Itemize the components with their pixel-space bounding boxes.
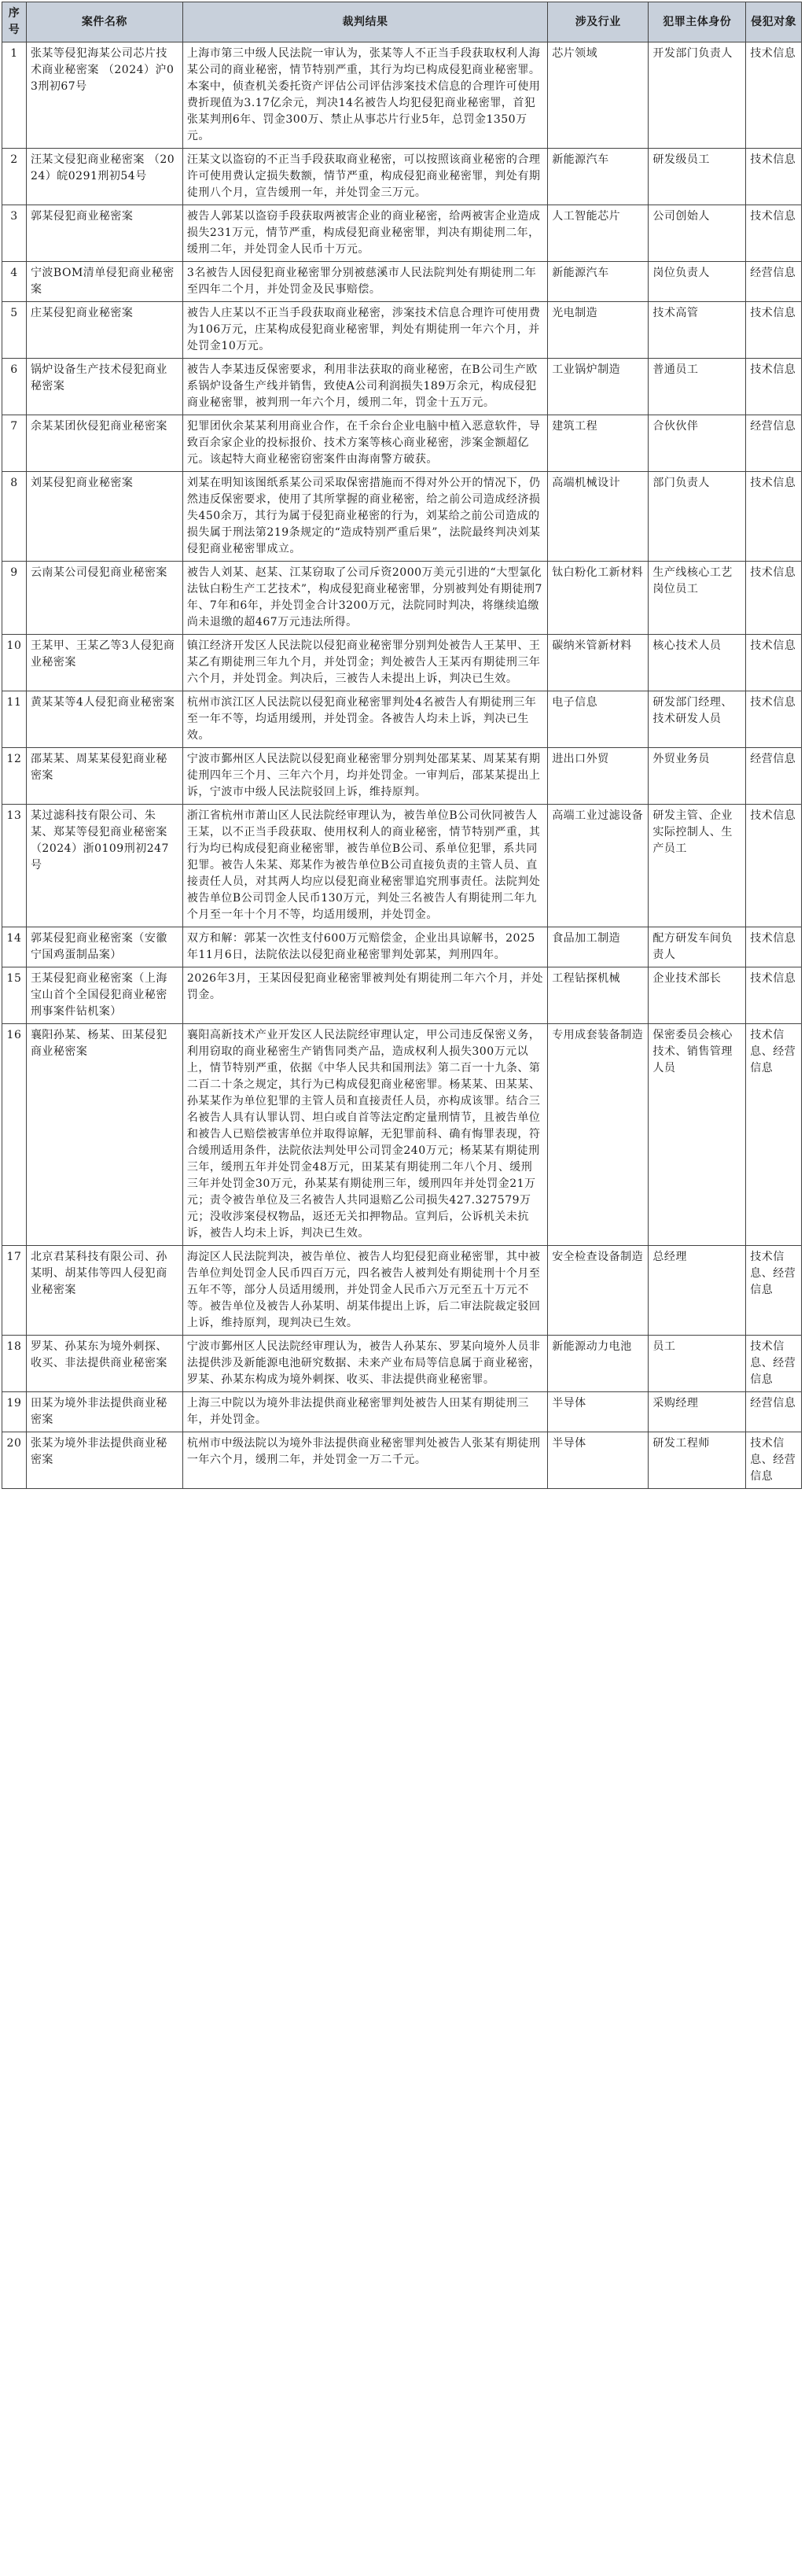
cell-infringed-object: 技术信息 bbox=[746, 805, 802, 927]
cell-infringed-object: 技术信息 bbox=[746, 302, 802, 359]
header-industry: 涉及行业 bbox=[548, 2, 649, 42]
cell-verdict: 海淀区人民法院判决，被告单位、被告人均犯侵犯商业秘密罪，其中被告单位判处罚金人民币四百万元，四名被告人被判处有期徒刑十个月至五年不等，部分人员适用缓刑，并处罚金人民币六万元至五十万元不等。被告单位及被告人孙某明、胡某伟提出上诉，后二审法院裁定驳回上诉，维持原判，现判决已生效。 bbox=[182, 1246, 547, 1336]
cell-verdict: 汪某文以盗窃的不正当手段获取商业秘密，可以按照该商业秘密的合理许可使用费认定损失数额，情节严重，构成侵犯商业秘密罪，判处有期徒刑八个月，宣告缓刑一年，并处罚金三万元。 bbox=[182, 149, 547, 205]
cell-idx: 5 bbox=[2, 302, 27, 359]
cell-offender-role: 合伙伙伴 bbox=[649, 415, 746, 472]
table-row bbox=[2, 1246, 802, 1336]
cell-idx: 8 bbox=[2, 472, 27, 562]
cell-industry: 专用成套装备制造 bbox=[548, 1024, 649, 1246]
cell-offender-role: 岗位负责人 bbox=[649, 262, 746, 302]
cell-infringed-object: 技术信息 bbox=[746, 927, 802, 967]
table-row bbox=[2, 927, 802, 967]
cell-industry: 半导体 bbox=[548, 1392, 649, 1432]
cell-industry: 工程钻探机械 bbox=[548, 967, 649, 1024]
cell-infringed-object: 技术信息 bbox=[746, 205, 802, 262]
cell-infringed-object: 技术信息 bbox=[746, 635, 802, 691]
table-row bbox=[2, 805, 802, 927]
cell-idx: 18 bbox=[2, 1336, 27, 1392]
cell-idx: 19 bbox=[2, 1392, 27, 1432]
cell-offender-role: 开发部门负责人 bbox=[649, 42, 746, 149]
table-header bbox=[2, 2, 802, 42]
cell-verdict: 杭州市中级法院以为境外非法提供商业秘密罪判处被告人张某有期徒刑一年六个月，缓刑二年，并处罚金一万二千元。 bbox=[182, 1432, 547, 1489]
cell-case-name: 庄某侵犯商业秘密案 bbox=[26, 302, 182, 359]
table-row bbox=[2, 1432, 802, 1489]
cell-offender-role: 外贸业务员 bbox=[649, 748, 746, 805]
cell-industry: 安全检查设备制造 bbox=[548, 1246, 649, 1336]
cell-infringed-object: 技术信息 bbox=[746, 149, 802, 205]
cell-idx: 12 bbox=[2, 748, 27, 805]
cell-industry: 人工智能芯片 bbox=[548, 205, 649, 262]
cell-offender-role: 普通员工 bbox=[649, 359, 746, 415]
cell-infringed-object: 技术信息 bbox=[746, 359, 802, 415]
cell-infringed-object: 技术信息 bbox=[746, 967, 802, 1024]
cell-infringed-object: 经营信息 bbox=[746, 1392, 802, 1432]
cell-industry: 光电制造 bbox=[548, 302, 649, 359]
cell-case-name: 黄某某等4人侵犯商业秘密案 bbox=[26, 691, 182, 748]
cell-industry: 芯片领域 bbox=[548, 42, 649, 149]
table-row bbox=[2, 967, 802, 1024]
cell-verdict: 宁波市鄞州区人民法院以侵犯商业秘密罪分别判处邵某某、周某某有期徒刑四年三个月、三年六个月，均并处罚金。一审判后，邵某某提出上诉，宁波市中级人民法院驳回上诉，维持原判。 bbox=[182, 748, 547, 805]
cell-infringed-object: 经营信息 bbox=[746, 262, 802, 302]
table-row bbox=[2, 42, 802, 149]
cell-offender-role: 研发工程师 bbox=[649, 1432, 746, 1489]
cell-infringed-object: 技术信息 bbox=[746, 562, 802, 635]
cell-verdict: 3名被告人因侵犯商业秘密罪分别被慈溪市人民法院判处有期徒刑二年至四年二个月，并处罚金及民事赔偿。 bbox=[182, 262, 547, 302]
cell-infringed-object: 技术信息、经营信息 bbox=[746, 1432, 802, 1489]
case-table bbox=[2, 2, 802, 1489]
cell-offender-role: 采购经理 bbox=[649, 1392, 746, 1432]
cell-case-name: 田某为境外非法提供商业秘密案 bbox=[26, 1392, 182, 1432]
cell-case-name: 郭某侵犯商业秘密案 bbox=[26, 205, 182, 262]
cell-case-name: 云南某公司侵犯商业秘密案 bbox=[26, 562, 182, 635]
cell-idx: 11 bbox=[2, 691, 27, 748]
cell-offender-role: 配方研发车间负责人 bbox=[649, 927, 746, 967]
cell-verdict: 镇江经济开发区人民法院以侵犯商业秘密罪分别判处被告人王某甲、王某乙有期徒刑三年九个月，并处罚金；判处被告人王某丙有期徒刑三年六个月，并处罚金。判决后，三被告人未提出上诉，判决已生效。 bbox=[182, 635, 547, 691]
cell-idx: 20 bbox=[2, 1432, 27, 1489]
cell-case-name: 张某等侵犯海某公司芯片技术商业秘密案 （2024）沪03刑初67号 bbox=[26, 42, 182, 149]
table-row bbox=[2, 562, 802, 635]
cell-offender-role: 生产线核心工艺岗位员工 bbox=[649, 562, 746, 635]
cell-idx: 3 bbox=[2, 205, 27, 262]
cell-idx: 16 bbox=[2, 1024, 27, 1246]
table-row bbox=[2, 1336, 802, 1392]
cell-offender-role: 技术高管 bbox=[649, 302, 746, 359]
cell-offender-role: 员工 bbox=[649, 1336, 746, 1392]
cell-case-name: 郭某侵犯商业秘密案（安徽宁国鸡蛋制品案） bbox=[26, 927, 182, 967]
cell-verdict: 被告人庄某以不正当手段获取商业秘密，涉案技术信息合理许可使用费为106万元，庄某构成侵犯商业秘密罪，判处有期徒刑一年六个月，并处罚金10万元。 bbox=[182, 302, 547, 359]
cell-offender-role: 部门负责人 bbox=[649, 472, 746, 562]
cell-verdict: 2026年3月，王某因侵犯商业秘密罪被判处有期徒刑二年六个月，并处罚金。 bbox=[182, 967, 547, 1024]
cell-offender-role: 保密委员会核心技术、销售管理人员 bbox=[649, 1024, 746, 1246]
cell-idx: 10 bbox=[2, 635, 27, 691]
cell-verdict: 犯罪团伙余某某利用商业合作，在千余台企业电脑中植入恶意软件，导致百余家企业的投标报价、技术方案等核心商业秘密，涉案金额超亿元。该起特大商业秘密窃密案件由海南警方破获。 bbox=[182, 415, 547, 472]
header-row bbox=[2, 2, 802, 42]
cell-infringed-object: 经营信息 bbox=[746, 415, 802, 472]
cell-idx: 15 bbox=[2, 967, 27, 1024]
table-row bbox=[2, 472, 802, 562]
cell-industry: 高端机械设计 bbox=[548, 472, 649, 562]
cell-verdict: 双方和解：郭某一次性支付600万元赔偿金，企业出具谅解书，2025年11月6日，法院依法以侵犯商业秘密罪判处郭某，判刑四年。 bbox=[182, 927, 547, 967]
case-table-sheet bbox=[2, 2, 802, 1489]
cell-industry: 工业锅炉制造 bbox=[548, 359, 649, 415]
cell-idx: 9 bbox=[2, 562, 27, 635]
header-offender-role: 犯罪主体身份 bbox=[649, 2, 746, 42]
cell-case-name: 张某为境外非法提供商业秘密案 bbox=[26, 1432, 182, 1489]
cell-case-name: 锅炉设备生产技术侵犯商业秘密案 bbox=[26, 359, 182, 415]
cell-case-name: 罗某、孙某东为境外刺探、收买、非法提供商业秘密案 bbox=[26, 1336, 182, 1392]
cell-case-name: 宁波BOM清单侵犯商业秘密案 bbox=[26, 262, 182, 302]
cell-case-name: 汪某文侵犯商业秘密案 （2024）皖0291刑初54号 bbox=[26, 149, 182, 205]
table-body bbox=[2, 42, 802, 1489]
table-row bbox=[2, 205, 802, 262]
table-row bbox=[2, 359, 802, 415]
cell-offender-role: 研发主管、企业实际控制人、生产员工 bbox=[649, 805, 746, 927]
cell-industry: 食品加工制造 bbox=[548, 927, 649, 967]
cell-infringed-object: 技术信息、经营信息 bbox=[746, 1246, 802, 1336]
cell-verdict: 刘某在明知该图纸系某公司采取保密措施而不得对外公开的情况下，仍然违反保密要求，使用了其所掌握的商业秘密，给之前公司造成经济损失450余万，其行为属于侵犯商业秘密的行为，刘某给之前公司造成的损失属于刑法第219条规定的“造成特别严重后果”，法院最终判决刘某侵犯商业秘密罪成立。 bbox=[182, 472, 547, 562]
cell-industry: 新能源动力电池 bbox=[548, 1336, 649, 1392]
cell-infringed-object: 技术信息 bbox=[746, 691, 802, 748]
table-row bbox=[2, 1392, 802, 1432]
cell-verdict: 襄阳高新技术产业开发区人民法院经审理认定，甲公司违反保密义务，利用窃取的商业秘密生产销售同类产品，造成权利人损失300万元以上，情节特别严重，依据《中华人民共和国刑法》第二百一十九条、第二百二十条之规定，其行为已构成侵犯商业秘密罪。杨某某、田某某、孙某某作为单位犯罪的主管人员和直接责任人员，亦构成该罪。结合三名被告人具有认罪认罚、坦白或自首等法定酌定量刑情节，且被告单位和被告人已赔偿被害单位并取得谅解，无犯罪前科、确有悔罪表现，符合缓刑适用条件，法院依法判处甲公司罚金240万元；杨某某有期徒刑三年，缓刑五年并处罚金48万元，田某某有期徒刑二年八个月、缓刑三年并处罚金30万元，孙某某有期徒刑三年，缓刑四年并处罚金21万元；责令被告单位及三名被告人共同退赔乙公司损失427.327579万元；没收涉案侵权物品，返还无关扣押物品。宣判后，公诉机关未抗诉，被告人均未上诉，判决已生效。 bbox=[182, 1024, 547, 1246]
cell-verdict: 上海市第三中级人民法院一审认为，张某等人不正当手段获取权利人海某公司的商业秘密，情节特别严重，其行为均已构成侵犯商业秘密罪。本案中，侦查机关委托资产评估公司评估涉案技术信息的合理许可使用费折现值为3.17亿余元，判决14名被告人均犯侵犯商业秘密罪，首犯张某判刑6年、罚金300万、禁止从事芯片行业5年，总罚金1350万元。 bbox=[182, 42, 547, 149]
cell-idx: 4 bbox=[2, 262, 27, 302]
cell-case-name: 王某甲、王某乙等3人侵犯商业秘密案 bbox=[26, 635, 182, 691]
cell-idx: 14 bbox=[2, 927, 27, 967]
cell-idx: 6 bbox=[2, 359, 27, 415]
header-verdict: 裁判结果 bbox=[182, 2, 547, 42]
header-idx: 序号 bbox=[2, 2, 27, 42]
table-row bbox=[2, 262, 802, 302]
cell-offender-role: 总经理 bbox=[649, 1246, 746, 1336]
cell-verdict: 被告人刘某、赵某、江某窃取了公司斥资2000万美元引进的“大型氯化法钛白粉生产工艺技术”，构成侵犯商业秘密罪，分别被判处有期徒刑7年、7年和6年，并处罚金合计3200万元，法院同时判决，将继续追缴尚未退缴的超467万元违法所得。 bbox=[182, 562, 547, 635]
table-row bbox=[2, 635, 802, 691]
cell-idx: 2 bbox=[2, 149, 27, 205]
cell-idx: 1 bbox=[2, 42, 27, 149]
cell-industry: 半导体 bbox=[548, 1432, 649, 1489]
table-row bbox=[2, 691, 802, 748]
cell-offender-role: 核心技术人员 bbox=[649, 635, 746, 691]
cell-case-name: 北京君某科技有限公司、孙某明、胡某伟等四人侵犯商业秘密案 bbox=[26, 1246, 182, 1336]
cell-offender-role: 企业技术部长 bbox=[649, 967, 746, 1024]
cell-offender-role: 研发级员工 bbox=[649, 149, 746, 205]
cell-case-name: 襄阳孙某、杨某、田某侵犯商业秘密案 bbox=[26, 1024, 182, 1246]
cell-verdict: 浙江省杭州市萧山区人民法院经审理认为，被告单位B公司伙同被告人王某，以不正当手段获取、使用权利人的商业秘密，情节特别严重，其行为均已构成侵犯商业秘密罪，被告单位B公司、系单位犯罪，系共同犯罪。被告人朱某、郑某作为被告单位B公司直接负责的主管人员、直接责任人员，对其两人均应以侵犯商业秘密罪追究刑事责任。法院判处被告单位B公司罚金人民币130万元，判处三名被告人有期徒刑二年九个月至一年十个月不等，均适用缓刑，并处罚金。 bbox=[182, 805, 547, 927]
header-case-name: 案件名称 bbox=[26, 2, 182, 42]
cell-industry: 新能源汽车 bbox=[548, 149, 649, 205]
cell-industry: 碳纳米管新材料 bbox=[548, 635, 649, 691]
cell-industry: 进出口外贸 bbox=[548, 748, 649, 805]
cell-infringed-object: 技术信息 bbox=[746, 42, 802, 149]
cell-verdict: 上海三中院以为境外非法提供商业秘密罪判处被告人田某有期徒刑三年，并处罚金。 bbox=[182, 1392, 547, 1432]
table-row bbox=[2, 302, 802, 359]
cell-verdict: 宁波市鄞州区人民法院经审理认为，被告人孙某东、罗某向境外人员非法提供涉及新能源电池研究数据、未来产业布局等信息属于商业秘密，罗某、孙某东构成为境外刺探、收买、非法提供商业秘密罪。 bbox=[182, 1336, 547, 1392]
cell-infringed-object: 技术信息、经营信息 bbox=[746, 1336, 802, 1392]
cell-case-name: 邵某某、周某某侵犯商业秘密案 bbox=[26, 748, 182, 805]
cell-industry: 高端工业过滤设备 bbox=[548, 805, 649, 927]
cell-idx: 13 bbox=[2, 805, 27, 927]
cell-idx: 17 bbox=[2, 1246, 27, 1336]
cell-industry: 钛白粉化工新材料 bbox=[548, 562, 649, 635]
cell-infringed-object: 技术信息 bbox=[746, 472, 802, 562]
cell-offender-role: 研发部门经理、技术研发人员 bbox=[649, 691, 746, 748]
cell-verdict: 被告人李某违反保密要求，利用非法获取的商业秘密，在B公司生产欧系锅炉设备生产线并销售，致使A公司利润损失189万余元，构成侵犯商业秘密罪，被判刑一年六个月，缓刑二年，罚金十五万元。 bbox=[182, 359, 547, 415]
cell-infringed-object: 经营信息 bbox=[746, 748, 802, 805]
cell-case-name: 刘某侵犯商业秘密案 bbox=[26, 472, 182, 562]
cell-industry: 电子信息 bbox=[548, 691, 649, 748]
cell-verdict: 杭州市滨江区人民法院以侵犯商业秘密罪判处4名被告人有期徒刑三年至一年不等，均适用缓刑，并处罚金。各被告人均未上诉，判决已生效。 bbox=[182, 691, 547, 748]
table-row bbox=[2, 1024, 802, 1246]
cell-verdict: 被告人郭某以盗窃手段获取两被害企业的商业秘密，给两被害企业造成损失231万元，情节严重，构成侵犯商业秘密罪，判决有期徒刑二年，缓刑二年，并处罚金人民币十万元。 bbox=[182, 205, 547, 262]
cell-offender-role: 公司创始人 bbox=[649, 205, 746, 262]
cell-case-name: 余某某团伙侵犯商业秘密案 bbox=[26, 415, 182, 472]
header-infringed-object: 侵犯对象 bbox=[746, 2, 802, 42]
cell-infringed-object: 技术信息、经营信息 bbox=[746, 1024, 802, 1246]
cell-industry: 新能源汽车 bbox=[548, 262, 649, 302]
table-row bbox=[2, 415, 802, 472]
cell-industry: 建筑工程 bbox=[548, 415, 649, 472]
table-row bbox=[2, 748, 802, 805]
table-row bbox=[2, 149, 802, 205]
cell-case-name: 王某侵犯商业秘密案（上海宝山首个全国侵犯商业秘密刑事案件钻机案） bbox=[26, 967, 182, 1024]
cell-idx: 7 bbox=[2, 415, 27, 472]
cell-case-name: 某过滤科技有限公司、朱某、郑某等侵犯商业秘密案 （2024）浙0109刑初247号 bbox=[26, 805, 182, 927]
